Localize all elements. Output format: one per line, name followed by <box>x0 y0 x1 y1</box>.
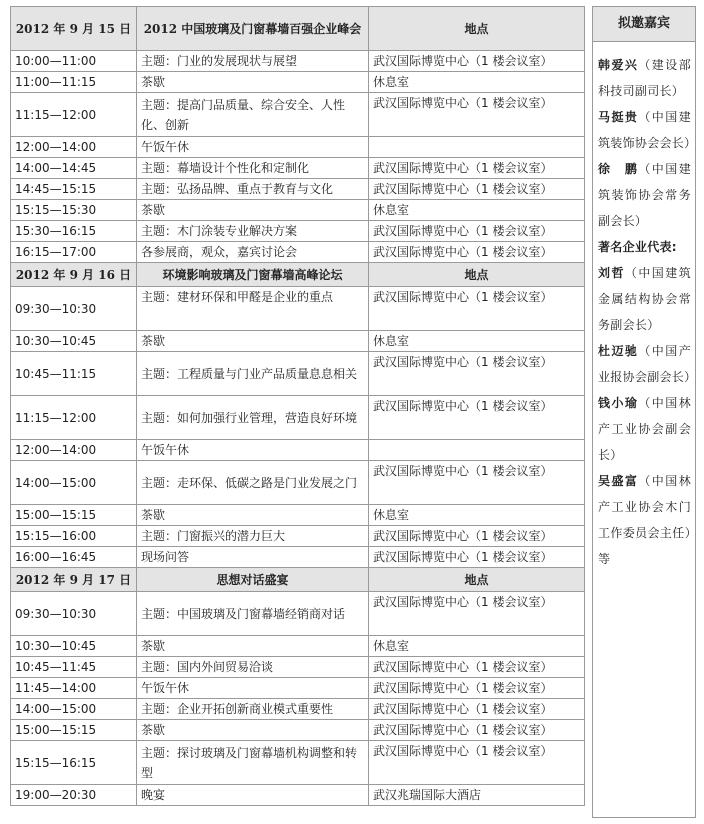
session-time: 14:45—15:15 <box>11 179 137 200</box>
schedule-row <box>11 720 585 741</box>
session-topic: 现场问答 <box>137 547 369 568</box>
session-venue: 武汉国际博览中心（1 楼会议室） <box>369 461 585 505</box>
session-time: 09:30—10:30 <box>11 287 137 331</box>
session-topic: 主题：木门涂装专业解决方案 <box>137 221 369 242</box>
session-time: 15:15—16:00 <box>11 526 137 547</box>
schedule-row <box>11 200 585 221</box>
schedule-row <box>11 179 585 200</box>
guest-name: 著名企业代表: <box>598 240 677 254</box>
session-time: 16:15—17:00 <box>11 242 137 263</box>
session-time: 10:30—10:45 <box>11 636 137 657</box>
guest-title: （中国林产工业协会副会长） <box>598 396 692 462</box>
session-venue <box>369 137 585 158</box>
session-venue <box>369 440 585 461</box>
guest-title: （中国产业报协会副会长） <box>598 344 697 384</box>
session-topic: 主题：门窗振兴的潜力巨大 <box>137 526 369 547</box>
venue-header: 地点 <box>369 7 585 51</box>
session-venue: 武汉国际博览中心（1 楼会议室） <box>369 678 585 699</box>
session-time: 14:00—15:00 <box>11 461 137 505</box>
schedule-row <box>11 526 585 547</box>
session-venue: 武汉国际博览中心（1 楼会议室） <box>369 352 585 396</box>
session-topic: 主题：工程质量与门业产品质量息息相关 <box>137 352 369 396</box>
venue-header: 地点 <box>369 263 585 287</box>
guest-name: 吴盛富 <box>598 474 639 488</box>
session-venue: 武汉国际博览中心（1 楼会议室） <box>369 592 585 636</box>
guest-entry <box>598 468 691 572</box>
day-header-row <box>11 7 585 51</box>
schedule-row <box>11 396 585 440</box>
session-venue: 武汉国际博览中心（1 楼会议室） <box>369 699 585 720</box>
schedule-row <box>11 547 585 568</box>
guest-name: 杜迈驰 <box>598 344 639 358</box>
session-topic: 午饭午休 <box>137 678 369 699</box>
day-topic: 思想对话盛宴 <box>137 568 369 592</box>
session-venue: 武汉国际博览中心（1 楼会议室） <box>369 51 585 72</box>
guest-entry <box>598 52 691 104</box>
session-venue: 休息室 <box>369 72 585 93</box>
schedule-row <box>11 287 585 331</box>
session-topic: 茶歇 <box>137 505 369 526</box>
guest-entry <box>598 390 691 468</box>
schedule-row <box>11 505 585 526</box>
session-topic: 茶歇 <box>137 200 369 221</box>
day-topic: 2012 中国玻璃及门窗幕墙百强企业峰会 <box>137 7 369 51</box>
session-venue: 武汉兆瑞国际大酒店 <box>369 785 585 806</box>
schedule-row <box>11 461 585 505</box>
guest-panel <box>592 6 696 818</box>
session-venue: 武汉国际博览中心（1 楼会议室） <box>369 287 585 331</box>
guest-title: （中国建筑装饰协会常务副会长） <box>598 162 692 228</box>
day-date: 2012 年 9 月 17 日 <box>11 568 137 592</box>
guest-name: 马挺贵 <box>598 110 639 124</box>
session-time: 15:15—16:15 <box>11 741 137 785</box>
session-time: 15:30—16:15 <box>11 221 137 242</box>
guest-entry <box>598 156 691 234</box>
session-time: 15:15—15:30 <box>11 200 137 221</box>
venue-header: 地点 <box>369 568 585 592</box>
session-time: 12:00—14:00 <box>11 137 137 158</box>
schedule-row <box>11 440 585 461</box>
session-venue: 武汉国际博览中心（1 楼会议室） <box>369 657 585 678</box>
session-venue: 武汉国际博览中心（1 楼会议室） <box>369 221 585 242</box>
session-venue: 武汉国际博览中心（1 楼会议室） <box>369 158 585 179</box>
day-header-row <box>11 263 585 287</box>
session-time: 11:15—12:00 <box>11 396 137 440</box>
schedule-row <box>11 72 585 93</box>
guest-list <box>593 42 695 572</box>
session-topic: 主题：建材环保和甲醛是企业的重点 <box>137 287 369 331</box>
session-topic: 主题：如何加强行业管理，营造良好环境 <box>137 396 369 440</box>
session-venue: 武汉国际博览中心（1 楼会议室） <box>369 93 585 137</box>
session-time: 15:00—15:15 <box>11 505 137 526</box>
session-topic: 各参展商，观众，嘉宾讨论会 <box>137 242 369 263</box>
schedule-row <box>11 137 585 158</box>
session-topic: 主题：幕墙设计个性化和定制化 <box>137 158 369 179</box>
guest-name: 刘哲 <box>598 266 625 280</box>
session-venue: 武汉国际博览中心（1 楼会议室） <box>369 720 585 741</box>
session-time: 11:15—12:00 <box>11 93 137 137</box>
day-date: 2012 年 9 月 15 日 <box>11 7 137 51</box>
schedule-table <box>10 6 585 806</box>
session-time: 09:30—10:30 <box>11 592 137 636</box>
session-topic: 主题：弘扬品牌、重点于教育与文化 <box>137 179 369 200</box>
session-venue: 武汉国际博览中心（1 楼会议室） <box>369 526 585 547</box>
session-topic: 主题：探讨玻璃及门窗幕墙机构调整和转型 <box>137 741 369 785</box>
schedule-row <box>11 785 585 806</box>
session-time: 11:45—14:00 <box>11 678 137 699</box>
session-time: 11:00—11:15 <box>11 72 137 93</box>
session-time: 14:00—15:00 <box>11 699 137 720</box>
session-topic: 晚宴 <box>137 785 369 806</box>
guest-title: （中国建筑装饰协会会长） <box>598 110 697 150</box>
guest-entry <box>598 338 697 390</box>
session-topic: 主题：提高门品质量、综合安全、人性化、创新 <box>137 93 369 137</box>
guest-title: （建设部科技司副司长） <box>598 58 692 98</box>
session-topic: 午饭午休 <box>137 440 369 461</box>
session-time: 15:00—15:15 <box>11 720 137 741</box>
schedule-row <box>11 221 585 242</box>
day-date: 2012 年 9 月 16 日 <box>11 263 137 287</box>
session-time: 12:00—14:00 <box>11 440 137 461</box>
session-venue: 武汉国际博览中心（1 楼会议室） <box>369 741 585 785</box>
session-time: 10:45—11:45 <box>11 657 137 678</box>
guest-entry <box>598 234 691 260</box>
session-venue: 武汉国际博览中心（1 楼会议室） <box>369 242 585 263</box>
schedule-row <box>11 331 585 352</box>
session-topic: 茶歇 <box>137 636 369 657</box>
session-venue: 武汉国际博览中心（1 楼会议室） <box>369 547 585 568</box>
day-topic: 环境影响玻璃及门窗幕墙高峰论坛 <box>137 263 369 287</box>
schedule-row <box>11 636 585 657</box>
session-time: 10:30—10:45 <box>11 331 137 352</box>
guest-header: 拟邀嘉宾 <box>593 7 695 42</box>
schedule-row <box>11 352 585 396</box>
session-topic: 茶歇 <box>137 720 369 741</box>
schedule-row <box>11 93 585 137</box>
session-topic: 主题：国内外间贸易洽谈 <box>137 657 369 678</box>
session-topic: 茶歇 <box>137 331 369 352</box>
session-venue: 休息室 <box>369 200 585 221</box>
guest-title: （中国林产工业协会木门工作委员会主任）等 <box>598 474 692 566</box>
session-time: 19:00—20:30 <box>11 785 137 806</box>
session-venue: 武汉国际博览中心（1 楼会议室） <box>369 179 585 200</box>
session-topic: 茶歇 <box>137 72 369 93</box>
session-topic: 主题：企业开拓创新商业模式重要性 <box>137 699 369 720</box>
session-time: 10:00—11:00 <box>11 51 137 72</box>
day-header-row <box>11 568 585 592</box>
guest-name: 钱小瑜 <box>598 396 639 410</box>
session-time: 10:45—11:15 <box>11 352 137 396</box>
guest-name: 徐 鹏 <box>598 162 639 176</box>
guest-entry <box>598 104 697 156</box>
schedule-row <box>11 592 585 636</box>
schedule-row <box>11 242 585 263</box>
session-venue: 休息室 <box>369 505 585 526</box>
session-time: 14:00—14:45 <box>11 158 137 179</box>
session-venue: 武汉国际博览中心（1 楼会议室） <box>369 396 585 440</box>
session-topic: 主题：门业的发展现状与展望 <box>137 51 369 72</box>
guest-name: 韩爱兴 <box>598 58 639 72</box>
session-topic: 主题：中国玻璃及门窗幕墙经销商对话 <box>137 592 369 636</box>
guest-entry <box>598 260 691 338</box>
schedule-row <box>11 699 585 720</box>
session-venue: 休息室 <box>369 331 585 352</box>
guest-title: （中国建筑金属结构协会常务副会长） <box>598 266 691 332</box>
schedule-row <box>11 158 585 179</box>
session-topic: 主题：走环保、低碳之路是门业发展之门 <box>137 461 369 505</box>
session-venue: 休息室 <box>369 636 585 657</box>
schedule-row <box>11 657 585 678</box>
session-topic: 午饭午休 <box>137 137 369 158</box>
session-time: 16:00—16:45 <box>11 547 137 568</box>
schedule-row <box>11 741 585 785</box>
schedule-row <box>11 678 585 699</box>
schedule-row <box>11 51 585 72</box>
